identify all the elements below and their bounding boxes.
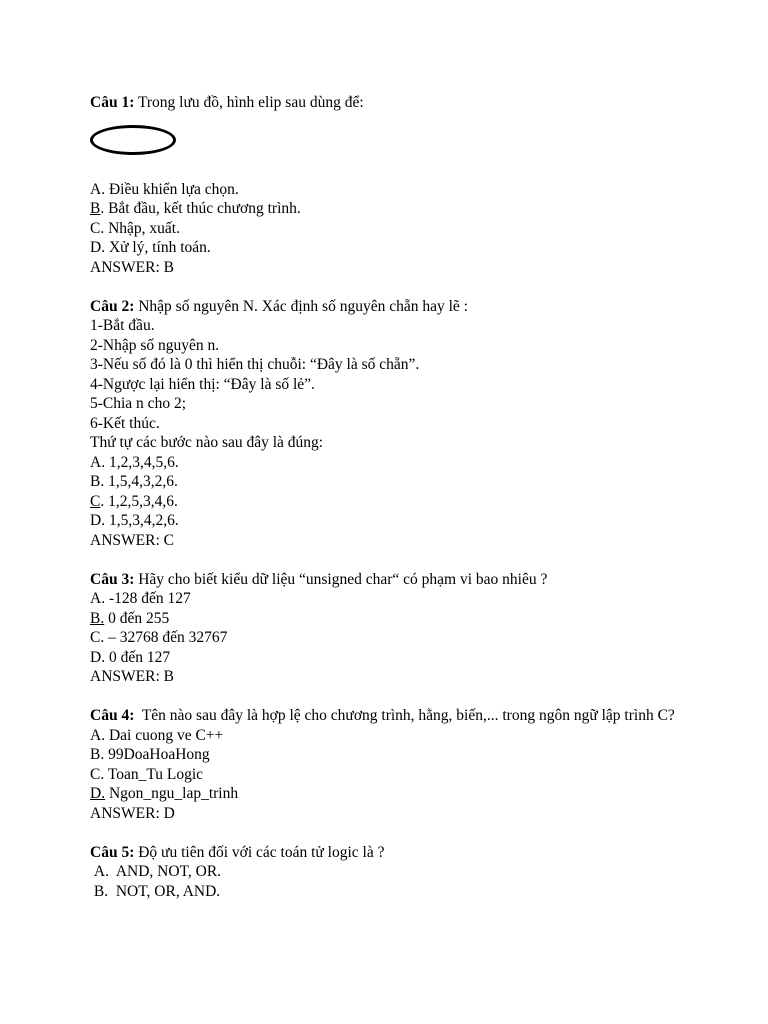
question-text: Hãy cho biết kiểu dữ liệu “unsigned char“ có phạm vi bao nhiêu ? <box>134 570 548 588</box>
option-text: . NOT, OR, AND. <box>104 882 221 900</box>
question-label: Câu 2: <box>90 297 135 315</box>
option-text: . Xử lý, tính toán. <box>101 239 211 256</box>
question-step-line: 3-Nếu số đó là 0 thì hiển thị chuỗi: “Đây là số chẵn”. <box>90 356 420 373</box>
question-text: Tên nào sau đây là hợp lệ cho chương trình, hằng, biến,... trong ngôn ngữ lập trình C? <box>134 707 675 724</box>
answer-option <box>90 648 680 668</box>
question-text: Nhập số nguyên N. Xác định số nguyên chẵn hay lẽ : <box>134 297 468 315</box>
option-key: C <box>90 219 101 237</box>
question-label: Câu 4: <box>90 707 135 724</box>
answer-option <box>90 765 680 785</box>
answer-option <box>90 238 680 258</box>
question-label: Câu 1: <box>90 94 135 111</box>
question-step-line: 5-Chia n cho 2; <box>90 395 186 412</box>
option-text: . 99DoaHoaHong <box>100 746 210 763</box>
option-text: . Toan_Tu Logic <box>100 765 204 783</box>
option-key: A <box>90 453 102 471</box>
option-key: A <box>90 180 102 198</box>
question-heading <box>90 93 680 113</box>
question-label: Câu 3: <box>90 570 135 588</box>
answer-option <box>90 882 680 902</box>
option-text: . 1,5,4,3,2,6. <box>100 473 178 490</box>
option-text: . Nhập, xuất. <box>100 219 180 237</box>
question-block <box>90 570 680 687</box>
blank-line <box>90 550 680 570</box>
answer-option <box>90 784 680 804</box>
blank-line <box>90 277 680 297</box>
option-text: . 1,2,3,4,5,6. <box>101 453 179 471</box>
option-key: B <box>90 473 101 490</box>
answer-option <box>90 628 680 648</box>
option-text: 0 đến 255 <box>104 609 170 627</box>
option-key: C <box>90 765 101 783</box>
flowchart-ellipse-figure <box>90 125 680 179</box>
answer-option <box>90 492 680 512</box>
document-content <box>90 93 680 901</box>
answer-option <box>90 472 680 492</box>
ellipse-shape <box>90 125 176 155</box>
answer-option <box>90 219 680 239</box>
option-key: D. <box>90 785 106 802</box>
answer-option <box>90 726 680 746</box>
option-text: . 0 đến 127 <box>101 648 171 666</box>
option-text: . – 32768 đến 32767 <box>100 629 228 646</box>
option-key: B <box>90 200 101 217</box>
question-step-line: 6-Kết thúc. <box>90 414 160 432</box>
question-step-line: 4-Ngược lại hiển thị: “Đây là số lẻ”. <box>90 375 315 393</box>
answer-option <box>90 180 680 200</box>
question-block <box>90 843 680 902</box>
question-step-line: 1-Bắt đầu. <box>90 317 155 334</box>
question-step-line: 2-Nhập số nguyên n. <box>90 336 220 354</box>
answer-line: ANSWER: C <box>90 531 174 549</box>
option-key: A <box>90 863 106 880</box>
option-text: . Dai cuong ve C++ <box>101 726 224 744</box>
answer-line: ANSWER: B <box>90 258 174 276</box>
option-text: . Bắt đầu, kết thúc chương trình. <box>100 200 301 217</box>
answer-option <box>90 745 680 765</box>
option-key: A <box>90 726 102 744</box>
answer-option <box>90 453 680 473</box>
option-key: B. <box>90 609 105 627</box>
answer-line: ANSWER: D <box>90 804 175 822</box>
option-key: B <box>90 882 105 900</box>
option-text: . 1,5,3,4,2,6. <box>101 512 179 529</box>
answer-option <box>90 862 680 882</box>
question-block <box>90 706 680 823</box>
answer-option <box>90 511 680 531</box>
answer-line: ANSWER: B <box>90 668 174 685</box>
answer-option <box>90 199 680 219</box>
question-step-line: Thứ tự các bước nào sau đây là đúng: <box>90 434 324 451</box>
option-text: Ngon_ngu_lap_trinh <box>105 785 239 802</box>
option-text: . -128 đến 127 <box>101 590 191 607</box>
option-key: C <box>90 629 101 646</box>
question-heading <box>90 706 680 726</box>
option-key: D <box>90 648 102 666</box>
question-label: Câu 5: <box>90 843 135 861</box>
blank-line <box>90 687 680 707</box>
option-key: D <box>90 512 102 529</box>
option-key: B <box>90 746 101 763</box>
option-key: C <box>90 492 101 510</box>
question-text: Trong lưu đồ, hình elip sau dùng để: <box>134 94 364 111</box>
option-key: D <box>90 239 102 256</box>
answer-option <box>90 589 680 609</box>
question-heading <box>90 570 680 590</box>
question-text: Độ ưu tiên đối với các toán tử logic là ? <box>134 843 385 861</box>
question-block <box>90 93 680 277</box>
blank-line <box>90 823 680 843</box>
option-text: . AND, NOT, OR. <box>105 863 222 880</box>
option-text: . Điều khiển lựa chọn. <box>101 180 239 198</box>
answer-option <box>90 609 680 629</box>
question-heading <box>90 297 680 317</box>
option-text: . 1,2,5,3,4,6. <box>100 492 178 510</box>
question-heading <box>90 843 680 863</box>
option-key: A <box>90 590 102 607</box>
question-block <box>90 297 680 551</box>
